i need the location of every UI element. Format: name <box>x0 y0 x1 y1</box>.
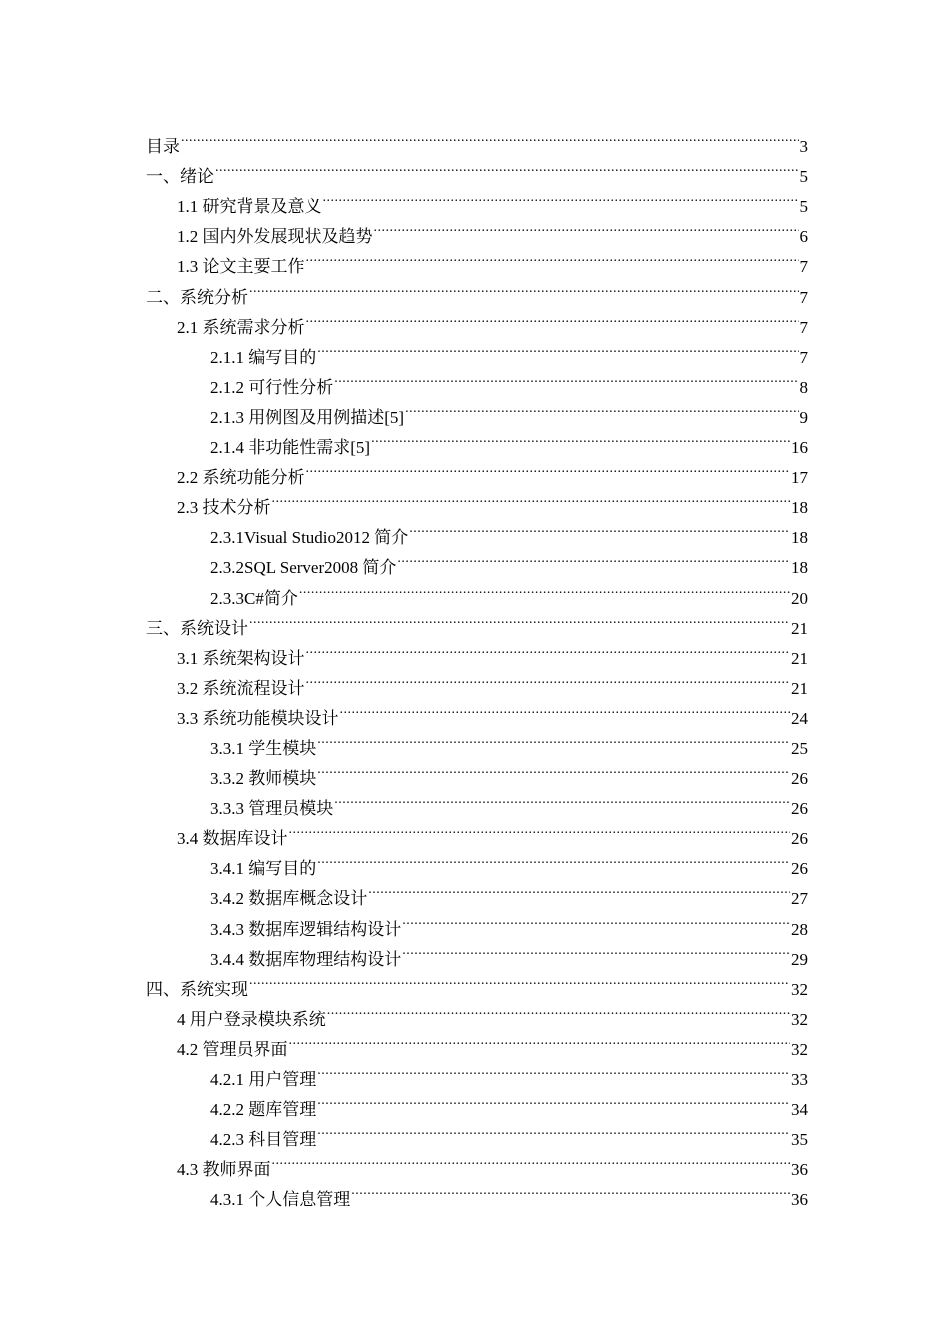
toc-entry-page-number: 18 <box>791 558 808 578</box>
toc-entry-page-number: 26 <box>791 859 808 879</box>
toc-entry-page-number: 20 <box>791 588 808 608</box>
toc-entry-page-number: 21 <box>791 618 808 638</box>
toc-entry-page-number: 32 <box>791 1009 808 1029</box>
toc-dot-leader <box>340 694 791 724</box>
toc-entry-page-number: 27 <box>791 889 808 909</box>
toc-entry-page-number: 5 <box>799 167 808 187</box>
toc-dot-leader <box>351 1175 790 1205</box>
toc-entry-page-number: 21 <box>791 678 808 698</box>
toc-entry-page-number: 18 <box>791 528 808 548</box>
toc-dot-leader <box>317 1085 790 1115</box>
toc-entry-title: 二、系统分析 <box>146 287 248 307</box>
toc-entry-page-number: 7 <box>799 257 808 277</box>
toc-dot-leader <box>289 1025 791 1055</box>
toc-entry-title: 3.4.2 数据库概念设计 <box>210 889 368 909</box>
toc-entry-title: 3.4.3 数据库逻辑结构设计 <box>210 919 402 939</box>
toc-entry-title: 2.1.4 非功能性需求[5] <box>210 438 371 458</box>
toc-dot-leader <box>249 604 790 634</box>
toc-dot-leader <box>334 363 798 393</box>
toc-entry-title: 3.4.1 编写目的 <box>210 859 317 879</box>
toc-entry-title: 1.2 国内外发展现状及趋势 <box>177 227 373 247</box>
toc-dot-leader <box>306 664 791 694</box>
toc-entry-page-number: 18 <box>791 498 808 518</box>
toc-entry-page-number: 28 <box>791 919 808 939</box>
toc-entry-title: 3.4 数据库设计 <box>177 829 288 849</box>
toc-entry-title: 3.3.2 教师模块 <box>210 769 317 789</box>
toc-entry[interactable] <box>146 152 808 187</box>
toc-dot-leader <box>317 1115 790 1145</box>
toc-entry-title: 三、系统设计 <box>146 618 248 638</box>
toc-entry-title: 4.3.1 个人信息管理 <box>210 1190 351 1210</box>
toc-entry-title: 1.1 研究背景及意义 <box>177 197 322 217</box>
toc-entry-title: 2.3.3C#简介 <box>210 588 298 608</box>
toc-entry-page-number: 26 <box>791 769 808 789</box>
toc-entry-title: 4.2.3 科目管理 <box>210 1130 317 1150</box>
toc-entry-page-number: 25 <box>791 738 808 758</box>
toc-entry-page-number: 29 <box>791 949 808 969</box>
toc-entry-title: 4.3 教师界面 <box>177 1160 271 1180</box>
toc-dot-leader <box>272 1145 791 1175</box>
toc-dot-leader <box>317 754 790 784</box>
toc-entry-title: 4.2 管理员界面 <box>177 1039 288 1059</box>
toc-entry-title: 1.3 论文主要工作 <box>177 257 305 277</box>
toc-dot-leader <box>249 965 790 995</box>
toc-entry-title: 4 用户登录模块系统 <box>177 1009 326 1029</box>
toc-dot-leader <box>334 784 790 814</box>
toc-entry-page-number: 34 <box>791 1100 808 1120</box>
toc-entry-page-number: 5 <box>799 197 808 217</box>
toc-dot-leader <box>327 995 790 1025</box>
toc-entry-page-number: 6 <box>799 227 808 247</box>
toc-entry-page-number: 32 <box>791 979 808 999</box>
toc-entry-title: 2.1.2 可行性分析 <box>210 377 334 397</box>
toc-dot-leader <box>272 483 791 513</box>
toc-entry-page-number: 7 <box>799 287 808 307</box>
toc-entry-title: 3.1 系统架构设计 <box>177 648 305 668</box>
toc-entry-page-number: 3 <box>799 137 808 157</box>
toc-entry-title: 目录 <box>146 137 180 157</box>
toc-dot-leader <box>249 272 799 302</box>
toc-dot-leader <box>402 935 790 965</box>
toc-entry-page-number: 36 <box>791 1160 808 1180</box>
toc-entry-title: 四、系统实现 <box>146 979 248 999</box>
toc-entry-title: 2.3.1Visual Studio2012 简介 <box>210 528 409 548</box>
toc-entry-title: 3.3.1 学生模块 <box>210 738 317 758</box>
toc-dot-leader <box>409 513 790 543</box>
toc-entry-title: 2.2 系统功能分析 <box>177 468 305 488</box>
toc-dot-leader <box>306 242 799 272</box>
toc-dot-leader <box>317 724 790 754</box>
toc-entry-page-number: 17 <box>791 468 808 488</box>
toc-dot-leader <box>368 874 790 904</box>
toc-entry-page-number: 24 <box>791 708 808 728</box>
toc-dot-leader <box>306 303 799 333</box>
toc-dot-leader <box>317 333 798 363</box>
toc-entry-title: 3.3.3 管理员模块 <box>210 799 334 819</box>
toc-dot-leader <box>405 393 798 423</box>
toc-entry-title: 一、绪论 <box>146 167 214 187</box>
toc-entry-page-number: 8 <box>799 377 808 397</box>
toc-entry-title: 3.3 系统功能模块设计 <box>177 708 339 728</box>
toc-entry-title: 3.2 系统流程设计 <box>177 678 305 698</box>
toc-entry-title: 2.1 系统需求分析 <box>177 317 305 337</box>
toc-dot-leader <box>397 543 790 573</box>
toc-entry-page-number: 16 <box>791 438 808 458</box>
toc-dot-leader <box>299 573 790 603</box>
toc-dot-leader <box>289 814 791 844</box>
toc-entry-page-number: 33 <box>791 1070 808 1089</box>
toc-entry-page-number: 36 <box>791 1190 808 1210</box>
toc-entry-title: 2.1.1 编写目的 <box>210 347 317 367</box>
toc-entry-page-number: 7 <box>799 347 808 367</box>
toc-entry[interactable] <box>146 122 808 157</box>
toc-entry-title: 4.2.1 用户管理 <box>210 1070 317 1089</box>
toc-entry-page-number: 9 <box>799 407 808 427</box>
toc-dot-leader <box>306 453 791 483</box>
toc-dot-leader <box>317 844 790 874</box>
toc-dot-leader <box>215 152 799 182</box>
toc-dot-leader <box>371 423 790 453</box>
toc-dot-leader <box>317 1055 790 1085</box>
toc-entry-title: 2.1.3 用例图及用例描述[5] <box>210 407 405 427</box>
toc-dot-leader <box>306 634 791 664</box>
toc-entry-page-number: 26 <box>791 829 808 849</box>
toc-entry-page-number: 35 <box>791 1130 808 1150</box>
toc-entry-page-number: 7 <box>799 317 808 337</box>
toc-entry-page-number: 21 <box>791 648 808 668</box>
toc-dot-leader <box>181 122 799 152</box>
table-of-contents <box>146 122 808 1210</box>
toc-entry-page-number: 32 <box>791 1039 808 1059</box>
toc-dot-leader <box>402 904 790 934</box>
toc-dot-leader <box>374 212 799 242</box>
toc-entry-title: 2.3 技术分析 <box>177 498 271 518</box>
toc-entry-title: 4.2.2 题库管理 <box>210 1100 317 1120</box>
toc-entry-title: 3.4.4 数据库物理结构设计 <box>210 949 402 969</box>
toc-entry-title: 2.3.2SQL Server2008 简介 <box>210 558 397 578</box>
toc-entry-page-number: 26 <box>791 799 808 819</box>
toc-dot-leader <box>323 182 799 212</box>
toc-entry[interactable] <box>146 182 808 217</box>
